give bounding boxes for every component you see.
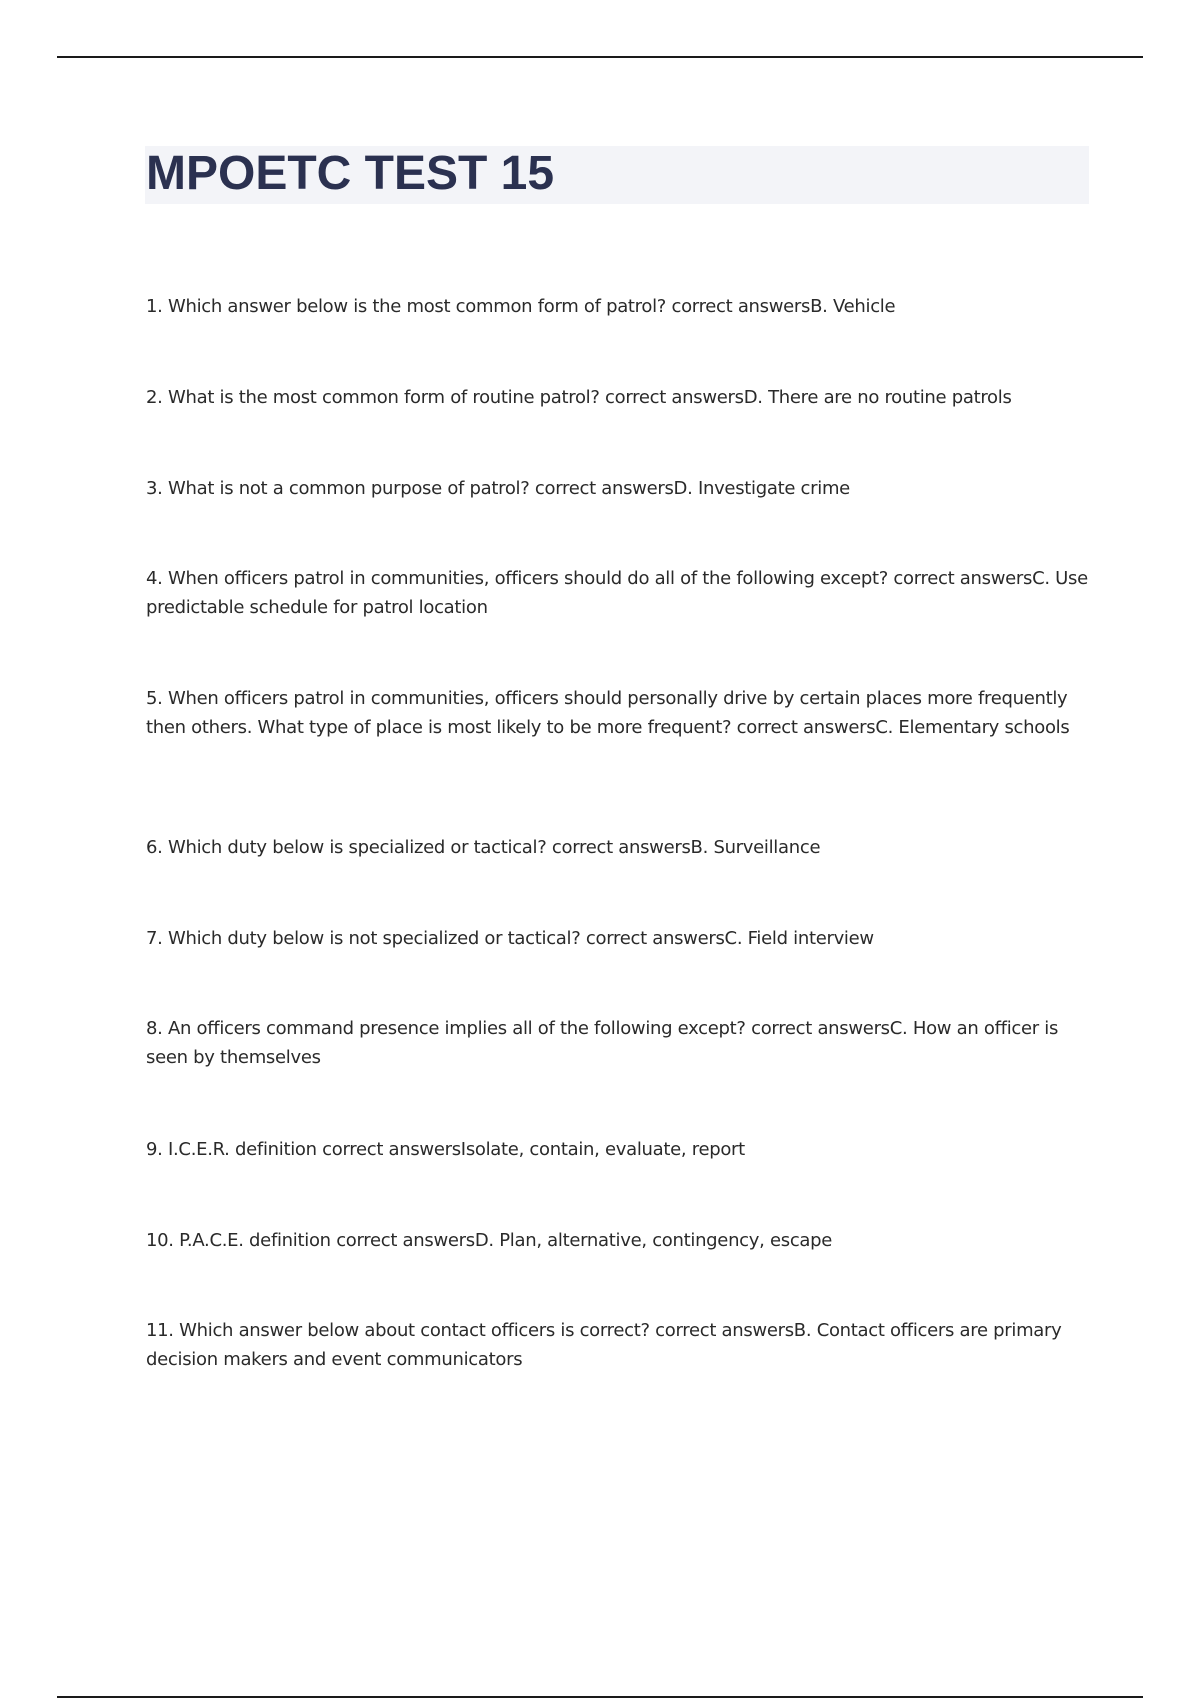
question-item-10: 10. P.A.C.E. definition correct answersD. Plan, alternative, contingency, escape (146, 1230, 833, 1251)
header-rule (57, 56, 1143, 58)
question-item-11: 11. Which answer below about contact officers is correct? correct answersB. Contact officers are primary decision makers and event communicators (146, 1320, 1062, 1370)
footer-rule (57, 1696, 1143, 1698)
question-item-2: 2. What is the most common form of routine patrol? correct answersD. There are no routine patrols (146, 387, 1012, 408)
document-title: MPOETC TEST 15 (146, 147, 555, 200)
question-item-5: 5. When officers patrol in communities, officers should personally drive by certain places more frequently then others. What type of place is most likely to be more frequent? correct answersC. Elementary schools (146, 688, 1070, 738)
question-item-7: 7. Which duty below is not specialized or tactical? correct answersC. Field interview (146, 928, 874, 949)
question-item-6: 6. Which duty below is specialized or tactical? correct answersB. Surveillance (146, 837, 821, 858)
question-item-1: 1. Which answer below is the most common form of patrol? correct answersB. Vehicle (146, 296, 896, 317)
question-item-4: 4. When officers patrol in communities, officers should do all of the following except? correct answersC. Use predictable schedule for patrol location (146, 568, 1088, 618)
question-item-8: 8. An officers command presence implies all of the following except? correct answersC. How an officer is seen by themselves (146, 1018, 1059, 1068)
question-item-9: 9. I.C.E.R. definition correct answersIsolate, contain, evaluate, report (146, 1139, 745, 1160)
question-item-3: 3. What is not a common purpose of patrol? correct answersD. Investigate crime (146, 478, 850, 499)
